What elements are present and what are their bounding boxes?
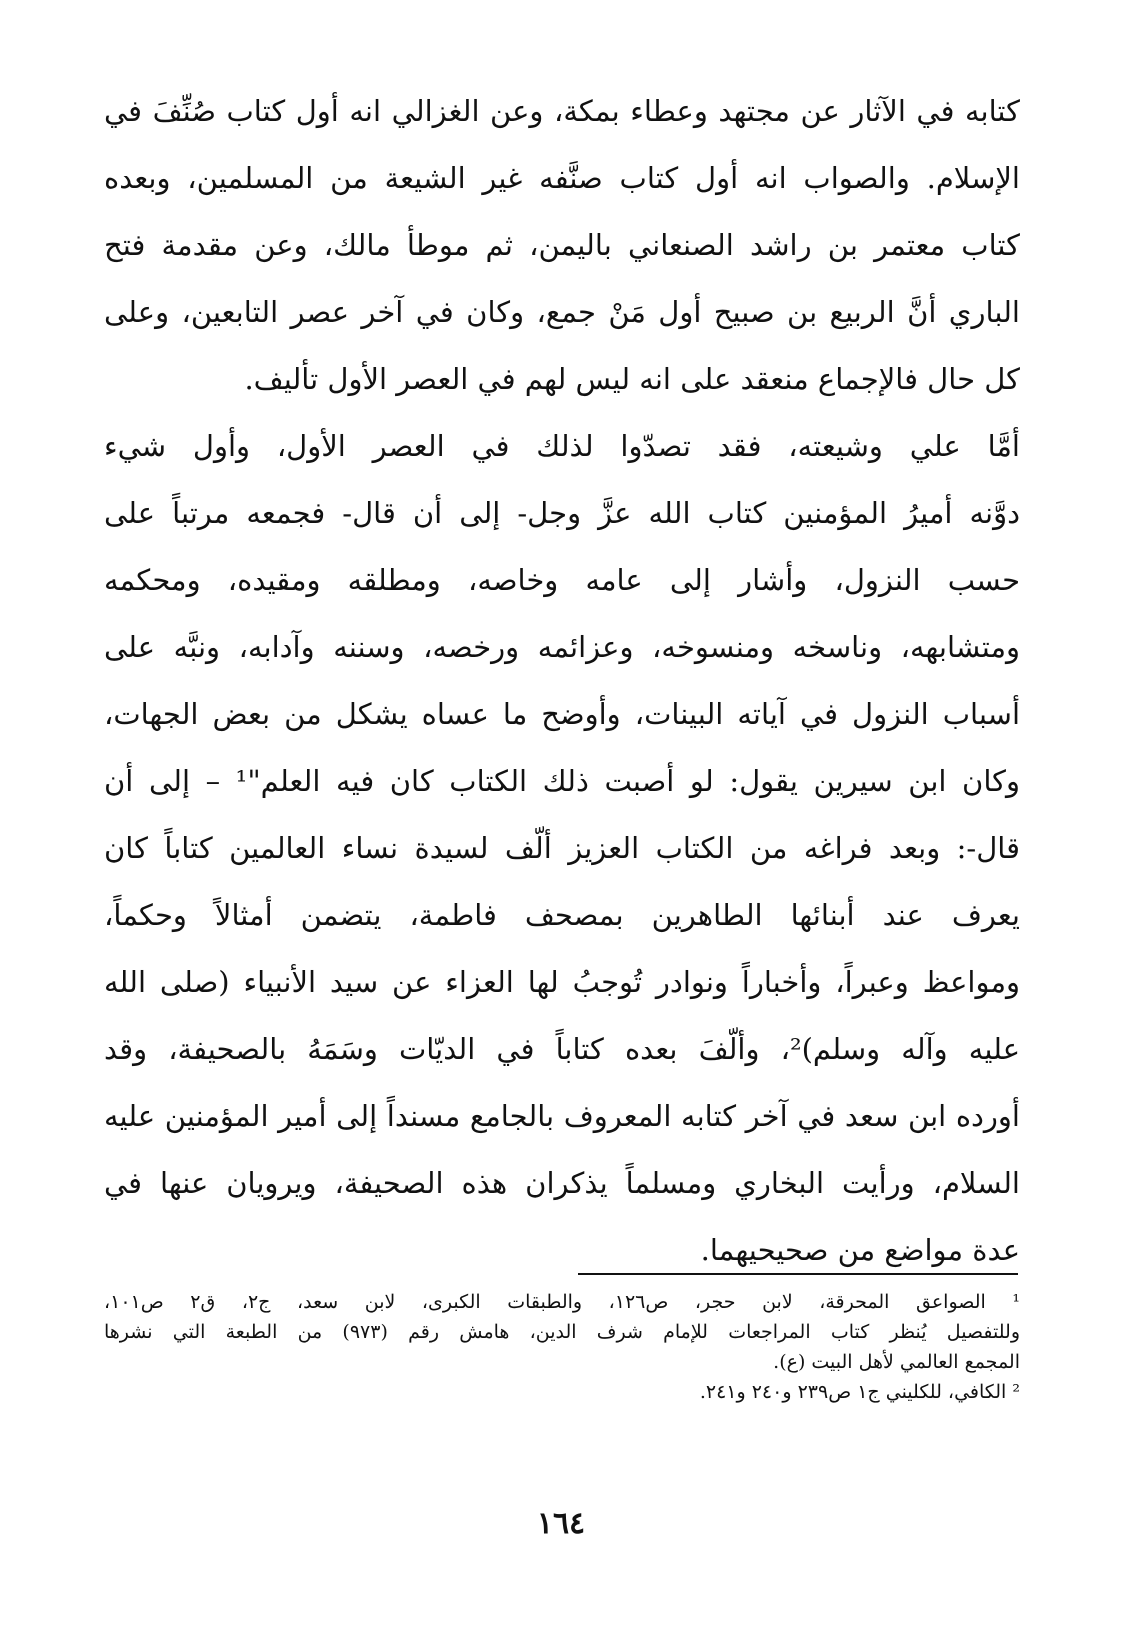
footnote-line: المجمع العالمي لأهل البيت (ع). [773,1351,1020,1373]
text-line: قال-: وبعد فراغه من الكتاب العزيز ألّف لسيدة نساء العالمين كتاباً كان [104,831,1020,865]
page-number: ١٦٤ [536,1506,586,1541]
text-line: وكان ابن سيرين يقول: لو أصبت ذلك الكتاب كان فيه العلم"¹ – إلى أن [104,764,1020,798]
main-text-block [104,78,1020,1284]
text-line: أمَّا علي وشيعته، فقد تصدّوا لذلك في العصر الأول، وأول شيء [104,429,1020,463]
footnote-line: ¹ الصواعق المحرقة، لابن حجر، ص١٢٦، والطبقات الكبرى، لابن سعد، ج٢، ق٢ ص١٠١، [104,1291,1020,1313]
text-line: حسب النزول، وأشار إلى عامه وخاصه، ومطلقه ومقيده، ومحكمه [104,563,1020,597]
text-line: الباري أنَّ الربيع بن صبيح أول مَنْ جمع، وكان في آخر عصر التابعين، وعلى [104,295,1020,329]
text-line: عدة مواضع من صحيحيهما. [700,1233,1020,1267]
text-line: كل حال فالإجماع منعقد على انه ليس لهم في العصر الأول تأليف. [244,362,1020,396]
text-line: يعرف عند أبنائها الطاهرين بمصحف فاطمة، يتضمن أمثالاً وحكماً، [104,898,1020,932]
footnotes-block [104,1287,1020,1407]
text-line: أورده ابن سعد في آخر كتابه المعروف بالجامع مسنداً إلى أمير المؤمنين عليه [104,1099,1020,1133]
footnote-separator [578,1273,1018,1275]
text-line: الإسلام. والصواب انه أول كتاب صنَّفه غير الشيعة من المسلمين، وبعده [104,161,1020,195]
text-line: ومواعظ وعبراً، وأخباراً ونوادر تُوجبُ لها العزاء عن سيد الأنبياء (صلى الله [104,965,1020,999]
text-line: كتاب معتمر بن راشد الصنعاني باليمن، ثم موطأ مالك، وعن مقدمة فتح [104,228,1020,262]
text-line: السلام، ورأيت البخاري ومسلماً يذكران هذه الصحيفة، ويرويان عنها في [104,1166,1020,1200]
text-line: عليه وآله وسلم)²، وألّفَ بعده كتاباً في الديّات وسَمَهُ بالصحيفة، وقد [104,1032,1020,1066]
footnote-line: ² الكافي، للكليني ج١ ص٢٣٩ و٢٤٠ و٢٤١. [699,1381,1020,1403]
text-line: كتابه في الآثار عن مجتهد وعطاء بمكة، وعن الغزالي انه أول كتاب صُنِّفَ في [104,94,1020,128]
text-line: ومتشابهه، وناسخه ومنسوخه، وعزائمه ورخصه، وسننه وآدابه، ونبَّه على [104,630,1020,664]
text-line: أسباب النزول في آياته البينات، وأوضح ما عساه يشكل من بعض الجهات، [104,697,1020,731]
text-line: دوَّنه أميرُ المؤمنين كتاب الله عزَّ وجل- إلى أن قال- فجمعه مرتباً على [104,496,1020,530]
footnote-line: وللتفصيل يُنظر كتاب المراجعات للإمام شرف الدين، هامش رقم (٩٧٣) من الطبعة التي نشرها [104,1321,1020,1343]
